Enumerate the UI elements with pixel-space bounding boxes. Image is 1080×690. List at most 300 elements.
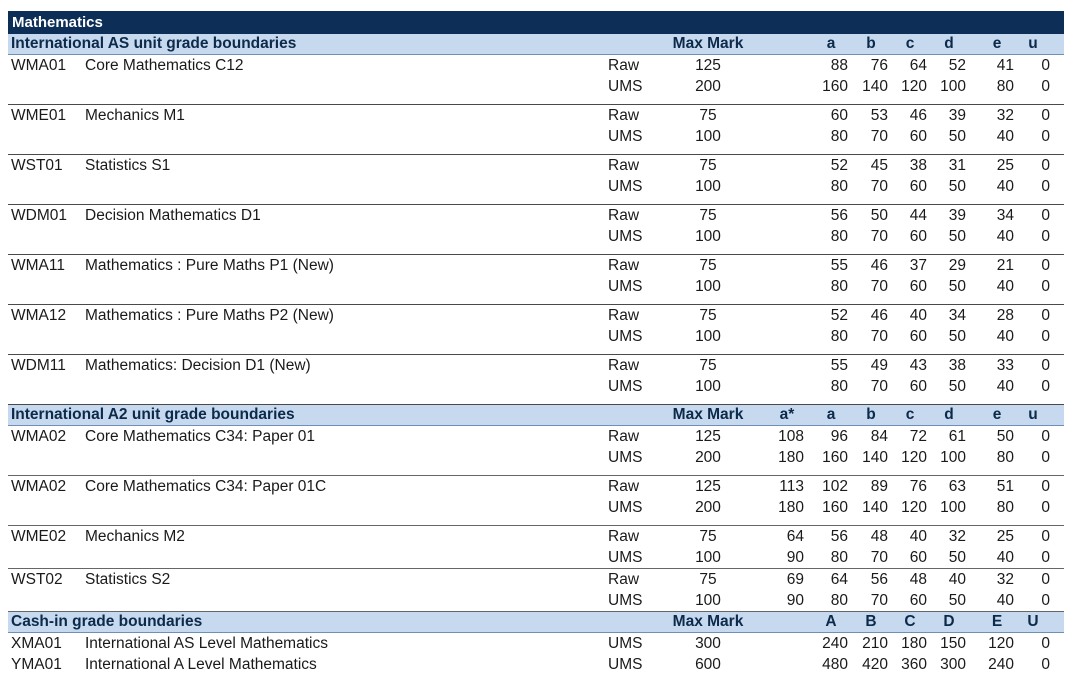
grade-value: 29 (948, 257, 966, 274)
grade-value: 50 (948, 328, 966, 345)
row-spacer (8, 468, 1064, 475)
mark-type: UMS (608, 128, 643, 145)
max-mark: 75 (699, 207, 717, 224)
mark-type: UMS (608, 378, 643, 395)
grade-value: 40 (948, 571, 966, 588)
raw-line (8, 255, 1064, 276)
grade-value: 50 (948, 228, 966, 245)
grade-value: 0 (1041, 499, 1050, 516)
unit-code: WME02 (11, 528, 67, 545)
ums-line (8, 326, 1064, 347)
grade-value: 32 (996, 571, 1014, 588)
grade-value: 38 (909, 157, 927, 174)
grade-value: 40 (996, 278, 1014, 295)
row-spacer (8, 197, 1064, 204)
max-mark-header: Max Mark (672, 35, 744, 52)
grade-value: 90 (786, 549, 804, 566)
grade-value: 0 (1041, 107, 1050, 124)
max-mark: 300 (695, 635, 721, 652)
grade-header: C (904, 613, 916, 630)
grade-value: 50 (948, 278, 966, 295)
grade-value: 34 (948, 307, 966, 324)
grade-value: 0 (1041, 328, 1050, 345)
unit-code: WST01 (11, 157, 63, 174)
raw-line (8, 205, 1064, 226)
mark-type: Raw (608, 207, 640, 224)
grade-value: 120 (988, 635, 1014, 652)
max-mark: 125 (695, 428, 721, 445)
grade-value: 60 (909, 378, 927, 395)
grade-value: 60 (909, 328, 927, 345)
max-mark: 100 (695, 328, 721, 345)
grade-value: 60 (909, 278, 927, 295)
row-spacer (8, 347, 1064, 354)
unit-name: Mechanics M2 (85, 528, 185, 545)
grade-value: 56 (870, 571, 888, 588)
grade-value: 56 (830, 528, 848, 545)
grade-value: 40 (996, 592, 1014, 609)
max-mark: 100 (695, 228, 721, 245)
grade-value: 50 (948, 549, 966, 566)
grade-header: u (1028, 35, 1038, 52)
grade-value: 0 (1041, 278, 1050, 295)
raw-line (8, 426, 1064, 447)
mark-type: UMS (608, 656, 643, 673)
ums-line (8, 176, 1064, 197)
grade-value: 240 (988, 656, 1014, 673)
unit-row (8, 426, 1064, 476)
grade-value: 0 (1041, 549, 1050, 566)
grade-value: 48 (909, 571, 927, 588)
grade-value: 43 (909, 357, 927, 374)
grade-header: e (992, 35, 1002, 52)
max-mark: 125 (695, 478, 721, 495)
ums-line (8, 497, 1064, 518)
raw-line (8, 105, 1064, 126)
grade-header: U (1027, 613, 1039, 630)
grade-header: D (943, 613, 955, 630)
grade-value: 64 (830, 571, 848, 588)
ums-line (8, 654, 1064, 675)
mark-type: UMS (608, 549, 643, 566)
grade-header: d (944, 406, 954, 423)
unit-name: International A Level Mathematics (85, 656, 317, 673)
grade-value: 39 (948, 107, 966, 124)
max-mark: 75 (699, 157, 717, 174)
grade-value: 46 (870, 257, 888, 274)
grade-value: 0 (1041, 128, 1050, 145)
grade-value: 0 (1041, 57, 1050, 74)
unit-name: Decision Mathematics D1 (85, 207, 261, 224)
grade-value: 90 (786, 592, 804, 609)
mark-type: Raw (608, 478, 640, 495)
grade-value: 80 (830, 128, 848, 145)
grade-value: 25 (996, 528, 1014, 545)
ums-line (8, 447, 1064, 468)
grade-value: 120 (901, 499, 927, 516)
grade-value: 0 (1041, 157, 1050, 174)
grade-value: 52 (948, 57, 966, 74)
unit-row (8, 205, 1064, 255)
raw-line (8, 55, 1064, 76)
grade-value: 60 (909, 128, 927, 145)
mark-type: UMS (608, 635, 643, 652)
mark-type: Raw (608, 357, 640, 374)
max-mark: 100 (695, 178, 721, 195)
mark-type: Raw (608, 107, 640, 124)
unit-row (8, 255, 1064, 305)
unit-name: Mathematics: Decision D1 (New) (85, 357, 311, 374)
grade-value: 70 (870, 278, 888, 295)
unit-code: WME01 (11, 107, 67, 124)
grade-header: e (992, 406, 1002, 423)
grade-header: a (826, 35, 836, 52)
max-mark-header: Max Mark (672, 406, 744, 423)
mark-type: UMS (608, 228, 643, 245)
max-mark: 75 (699, 107, 717, 124)
max-mark: 100 (695, 128, 721, 145)
grade-value: 40 (996, 178, 1014, 195)
row-spacer (8, 147, 1064, 154)
grade-value: 52 (830, 157, 848, 174)
grade-value: 100 (940, 449, 966, 466)
ums-line (8, 226, 1064, 247)
grade-value: 150 (940, 635, 966, 652)
grade-value: 61 (948, 428, 966, 445)
grade-value: 210 (862, 635, 888, 652)
grade-value: 0 (1041, 656, 1050, 673)
unit-code: XMA01 (11, 635, 62, 652)
grade-value: 56 (830, 207, 848, 224)
grade-value: 120 (901, 78, 927, 95)
grade-value: 70 (870, 592, 888, 609)
grade-value: 40 (996, 378, 1014, 395)
unit-name: Core Mathematics C34: Paper 01 (85, 428, 316, 445)
grade-value: 360 (901, 656, 927, 673)
unit-row (8, 305, 1064, 355)
mark-type: Raw (608, 57, 640, 74)
unit-name: Mechanics M1 (85, 107, 185, 124)
row-spacer (8, 518, 1064, 525)
row-spacer (8, 247, 1064, 254)
grade-value: 160 (822, 449, 848, 466)
grade-value: 140 (862, 499, 888, 516)
max-mark: 100 (695, 592, 721, 609)
grade-value: 0 (1041, 307, 1050, 324)
unit-code: WMA01 (11, 57, 67, 74)
grade-value: 300 (940, 656, 966, 673)
unit-row (8, 55, 1064, 105)
grade-value: 84 (870, 428, 888, 445)
grade-value: 69 (786, 571, 804, 588)
grade-header: u (1028, 406, 1038, 423)
max-mark: 100 (695, 378, 721, 395)
grade-value: 63 (948, 478, 966, 495)
grade-value: 53 (870, 107, 888, 124)
grade-value: 60 (830, 107, 848, 124)
grade-value: 108 (778, 428, 804, 445)
grade-value: 50 (948, 128, 966, 145)
max-mark: 200 (695, 449, 721, 466)
unit-row (8, 105, 1064, 155)
section-header (8, 612, 1064, 633)
unit-row (8, 526, 1064, 569)
grade-value: 140 (862, 78, 888, 95)
grade-header: c (905, 406, 915, 423)
grade-value: 240 (822, 635, 848, 652)
mark-type: UMS (608, 592, 643, 609)
grade-value: 70 (870, 549, 888, 566)
grade-value: 50 (948, 378, 966, 395)
grade-value: 41 (996, 57, 1014, 74)
grade-value: 70 (870, 128, 888, 145)
row-spacer (8, 97, 1064, 104)
grade-value: 40 (996, 228, 1014, 245)
unit-row (8, 569, 1064, 612)
grade-value: 0 (1041, 571, 1050, 588)
grade-value: 0 (1041, 378, 1050, 395)
grade-value: 32 (948, 528, 966, 545)
ums-line (8, 376, 1064, 397)
grade-value: 140 (862, 449, 888, 466)
grade-value: 80 (996, 499, 1014, 516)
unit-name: Core Mathematics C34: Paper 01C (85, 478, 327, 495)
mark-type: UMS (608, 278, 643, 295)
grade-value: 40 (909, 528, 927, 545)
row-spacer (8, 297, 1064, 304)
raw-line (8, 305, 1064, 326)
ums-line (8, 276, 1064, 297)
grade-value: 64 (909, 57, 927, 74)
grade-value: 50 (948, 178, 966, 195)
raw-line (8, 476, 1064, 497)
grade-value: 96 (830, 428, 848, 445)
grade-header: E (991, 613, 1003, 630)
grade-value: 0 (1041, 528, 1050, 545)
grade-value: 70 (870, 228, 888, 245)
unit-row (8, 155, 1064, 205)
page-title: Mathematics (8, 11, 1064, 34)
grade-value: 80 (830, 592, 848, 609)
grade-value: 46 (909, 107, 927, 124)
grade-value: 80 (830, 549, 848, 566)
mark-type: UMS (608, 449, 643, 466)
section-title: International A2 unit grade boundaries (11, 406, 295, 423)
mark-type: UMS (608, 499, 643, 516)
unit-code: WMA11 (11, 257, 65, 274)
grade-value: 180 (778, 499, 804, 516)
grade-value: 38 (948, 357, 966, 374)
grade-value: 60 (909, 178, 927, 195)
mark-type: UMS (608, 328, 643, 345)
grade-value: 0 (1041, 178, 1050, 195)
max-mark-header: Max Mark (672, 613, 744, 630)
grade-value: 180 (901, 635, 927, 652)
grade-value: 50 (948, 592, 966, 609)
section-title: Cash-in grade boundaries (11, 613, 203, 630)
grade-header: B (865, 613, 877, 630)
grade-value: 0 (1041, 592, 1050, 609)
grade-header: a* (779, 406, 795, 423)
grade-value: 80 (830, 178, 848, 195)
grade-value: 46 (870, 307, 888, 324)
max-mark: 75 (699, 307, 717, 324)
grade-value: 49 (870, 357, 888, 374)
grade-value: 80 (830, 278, 848, 295)
unit-row (8, 633, 1064, 654)
grade-value: 52 (830, 307, 848, 324)
grade-value: 0 (1041, 78, 1050, 95)
grade-value: 33 (996, 357, 1014, 374)
ums-line (8, 590, 1064, 611)
unit-name: Mathematics : Pure Maths P1 (New) (85, 257, 334, 274)
unit-code: WMA12 (11, 307, 67, 324)
grade-value: 50 (870, 207, 888, 224)
max-mark: 600 (695, 656, 721, 673)
mark-type: UMS (608, 178, 643, 195)
raw-line (8, 569, 1064, 590)
unit-row (8, 476, 1064, 526)
grade-value: 80 (830, 328, 848, 345)
grade-value: 160 (822, 78, 848, 95)
raw-line (8, 155, 1064, 176)
grade-value: 34 (996, 207, 1014, 224)
grade-value: 64 (786, 528, 804, 545)
unit-name: Mathematics : Pure Maths P2 (New) (85, 307, 334, 324)
grade-value: 60 (909, 228, 927, 245)
grade-value: 48 (870, 528, 888, 545)
mark-type: UMS (608, 78, 643, 95)
raw-line (8, 355, 1064, 376)
grade-value: 40 (996, 328, 1014, 345)
grade-header: b (866, 406, 876, 423)
mark-type: Raw (608, 307, 640, 324)
grade-value: 40 (909, 307, 927, 324)
ums-line (8, 126, 1064, 147)
grade-header: b (866, 35, 876, 52)
section-header (8, 34, 1064, 55)
max-mark: 75 (699, 528, 717, 545)
grade-header: a (826, 406, 836, 423)
unit-code: WMA02 (11, 478, 67, 495)
ums-line (8, 633, 1064, 654)
grade-value: 0 (1041, 635, 1050, 652)
ums-line (8, 76, 1064, 97)
unit-name: Core Mathematics C12 (85, 57, 244, 74)
unit-name: Statistics S2 (85, 571, 171, 588)
grade-value: 45 (870, 157, 888, 174)
section-header (8, 405, 1064, 426)
grade-value: 480 (822, 656, 848, 673)
grade-value: 76 (870, 57, 888, 74)
grade-value: 0 (1041, 228, 1050, 245)
unit-row (8, 355, 1064, 405)
grade-value: 100 (940, 499, 966, 516)
grade-value: 88 (830, 57, 848, 74)
grade-value: 28 (996, 307, 1014, 324)
grade-value: 55 (830, 257, 848, 274)
max-mark: 75 (699, 571, 717, 588)
grade-value: 0 (1041, 478, 1050, 495)
mark-type: Raw (608, 157, 640, 174)
grade-value: 180 (778, 449, 804, 466)
grade-value: 102 (822, 478, 848, 495)
section-title: International AS unit grade boundaries (11, 35, 297, 52)
grade-value: 120 (901, 449, 927, 466)
max-mark: 100 (695, 278, 721, 295)
grade-value: 70 (870, 378, 888, 395)
unit-code: WDM01 (11, 207, 67, 224)
grade-value: 51 (996, 478, 1014, 495)
grade-value: 100 (940, 78, 966, 95)
grade-value: 40 (996, 128, 1014, 145)
grade-value: 21 (996, 257, 1014, 274)
max-mark: 75 (699, 257, 717, 274)
grade-value: 0 (1041, 257, 1050, 274)
ums-line (8, 547, 1064, 568)
mark-type: Raw (608, 428, 640, 445)
unit-code: WST02 (11, 571, 63, 588)
mark-type: Raw (608, 571, 640, 588)
grade-value: 0 (1041, 449, 1050, 466)
unit-row (8, 654, 1064, 675)
grade-value: 76 (909, 478, 927, 495)
grade-value: 80 (830, 378, 848, 395)
grade-value: 44 (909, 207, 927, 224)
unit-code: WMA02 (11, 428, 67, 445)
grade-value: 80 (830, 228, 848, 245)
max-mark: 100 (695, 549, 721, 566)
grade-value: 89 (870, 478, 888, 495)
grade-value: 0 (1041, 207, 1050, 224)
max-mark: 75 (699, 357, 717, 374)
grade-value: 50 (996, 428, 1014, 445)
grade-value: 60 (909, 592, 927, 609)
unit-code: WDM11 (11, 357, 66, 374)
grade-header: d (944, 35, 954, 52)
grade-value: 420 (862, 656, 888, 673)
grade-value: 55 (830, 357, 848, 374)
grade-value: 32 (996, 107, 1014, 124)
grade-value: 113 (779, 478, 804, 495)
grade-value: 31 (948, 157, 966, 174)
grade-value: 0 (1041, 357, 1050, 374)
grade-header: A (825, 613, 837, 630)
max-mark: 200 (695, 78, 721, 95)
mark-type: Raw (608, 257, 640, 274)
grade-boundaries-document (8, 11, 1064, 675)
max-mark: 200 (695, 499, 721, 516)
mark-type: Raw (608, 528, 640, 545)
unit-name: Statistics S1 (85, 157, 171, 174)
grade-value: 160 (822, 499, 848, 516)
grade-value: 40 (996, 549, 1014, 566)
unit-code: YMA01 (11, 656, 62, 673)
unit-name: International AS Level Mathematics (85, 635, 328, 652)
grade-value: 39 (948, 207, 966, 224)
grade-value: 25 (996, 157, 1014, 174)
grade-value: 0 (1041, 428, 1050, 445)
grade-value: 72 (909, 428, 927, 445)
max-mark: 125 (695, 57, 721, 74)
row-spacer (8, 397, 1064, 404)
grade-header: c (905, 35, 915, 52)
grade-value: 70 (870, 328, 888, 345)
grade-value: 80 (996, 449, 1014, 466)
grade-value: 60 (909, 549, 927, 566)
grade-value: 37 (909, 257, 927, 274)
grade-value: 70 (870, 178, 888, 195)
